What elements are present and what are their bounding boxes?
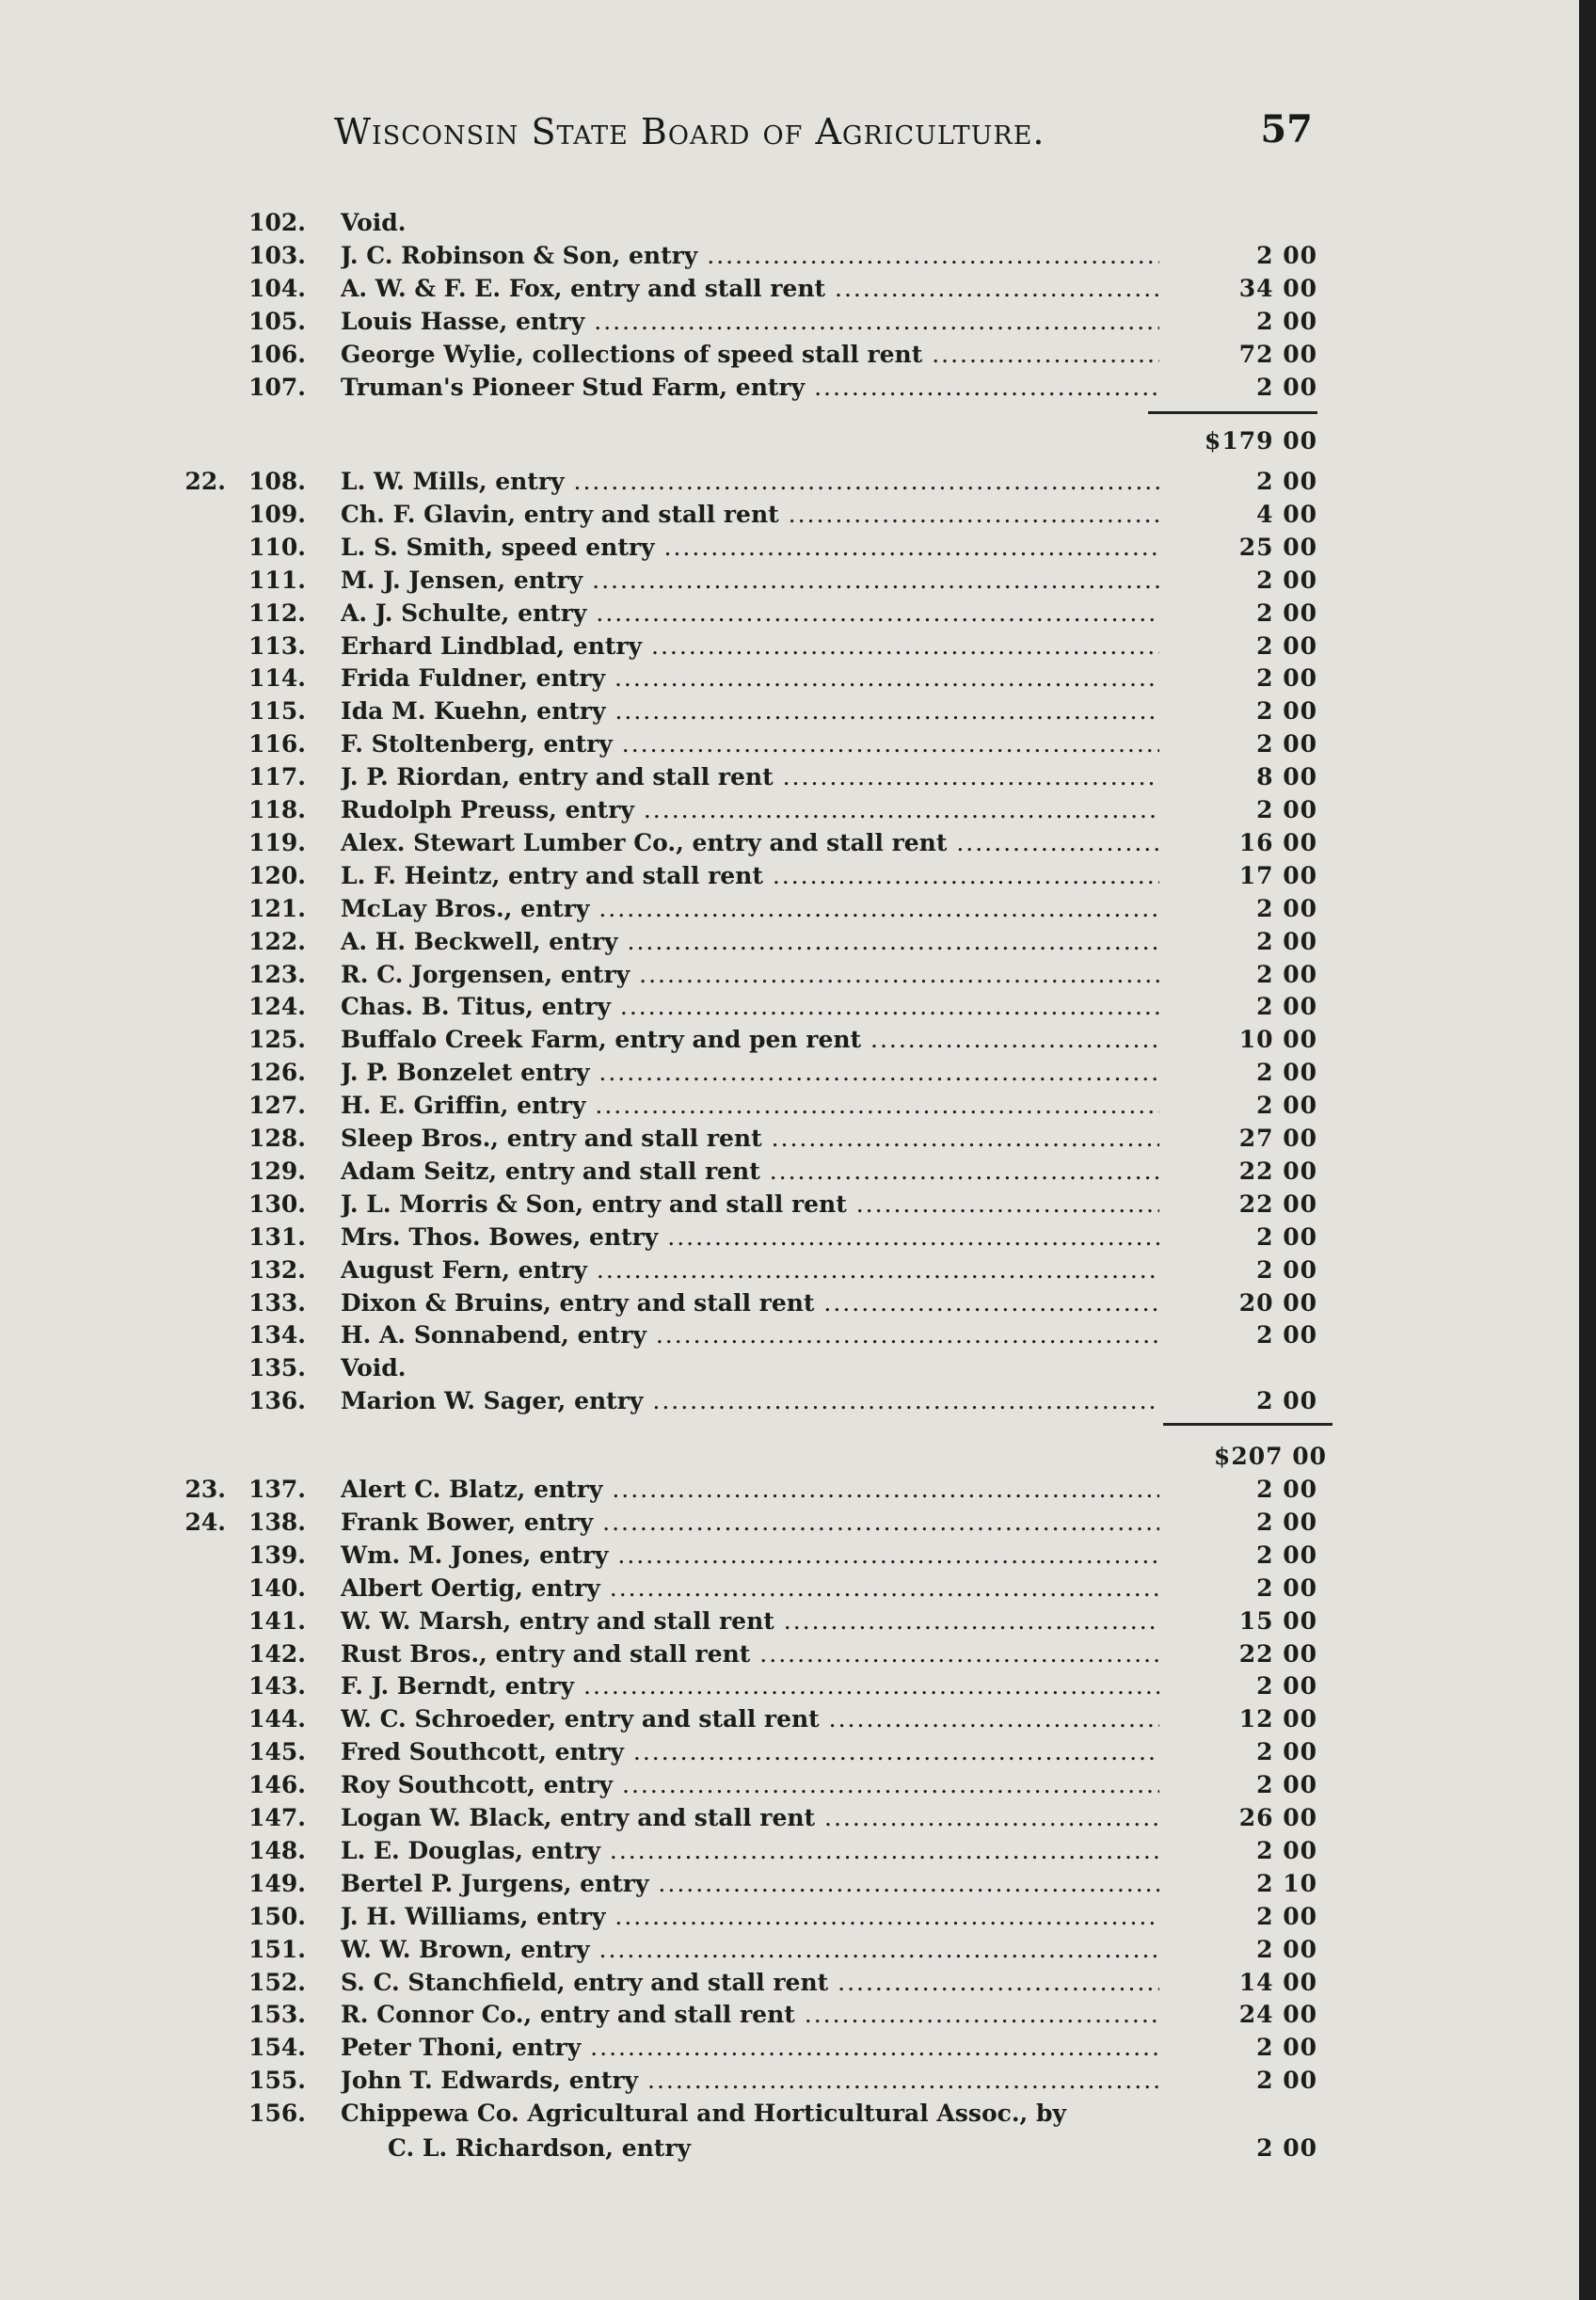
ledger-row bbox=[0, 242, 1579, 275]
ledger-row bbox=[0, 961, 1579, 994]
receipt-amount: 2 00 bbox=[1256, 2034, 1317, 2062]
receipt-description: J. L. Morris & Son, entry and stall rent ..... bbox=[341, 1190, 1159, 1218]
receipt-description: Void. bbox=[341, 209, 407, 236]
ledger-row bbox=[0, 1705, 1579, 1738]
receipt-number: 135. bbox=[248, 1354, 306, 1382]
receipt-amount: 2 00 bbox=[1256, 1771, 1317, 1799]
ledger-row bbox=[0, 1738, 1579, 1771]
receipt-number: 136. bbox=[248, 1387, 306, 1415]
receipt-description: Erhard Lindblad, entry ..... bbox=[341, 632, 1159, 660]
ledger-row bbox=[0, 1672, 1579, 1705]
receipt-amount: 2 10 bbox=[1256, 1869, 1317, 1897]
receipt-amount: 2 00 bbox=[1256, 796, 1317, 823]
receipt-amount: 2 00 bbox=[1256, 927, 1317, 955]
ledger-row bbox=[0, 2067, 1579, 2100]
receipt-number: 111. bbox=[248, 566, 306, 594]
ledger-row bbox=[0, 1837, 1579, 1870]
receipt-number: 139. bbox=[248, 1541, 306, 1569]
receipt-description: A. H. Beckwell, entry ..... bbox=[341, 928, 1159, 955]
receipt-amount: 15 00 bbox=[1238, 1606, 1317, 1635]
receipt-amount: 17 00 bbox=[1238, 861, 1317, 889]
receipt-description: Bertel P. Jurgens, entry ..... bbox=[341, 1870, 1159, 1897]
receipt-description: L. F. Heintz, entry and stall rent ..... bbox=[341, 862, 1159, 889]
ledger-row bbox=[0, 1059, 1579, 1092]
receipt-description: Dixon & Bruins, entry and stall rent ..... bbox=[341, 1289, 1159, 1317]
subtotal-rule bbox=[1163, 1423, 1333, 1426]
receipt-number: 142. bbox=[248, 1639, 306, 1668]
receipt-description: R. Connor Co., entry and stall rent ..... bbox=[341, 2001, 1159, 2028]
receipt-number: 114. bbox=[248, 664, 306, 693]
receipt-amount: 26 00 bbox=[1238, 1804, 1317, 1831]
ledger-row bbox=[0, 763, 1579, 796]
receipt-amount: 2 00 bbox=[1256, 1092, 1317, 1120]
receipt-description: W. W. Marsh, entry and stall rent ..... bbox=[341, 1607, 1159, 1635]
row-date: 23. bbox=[184, 1476, 226, 1503]
receipt-number: 148. bbox=[248, 1836, 306, 1864]
ledger-row bbox=[0, 1541, 1579, 1574]
ledger-row bbox=[0, 1476, 1579, 1509]
receipt-amount: 2 00 bbox=[1256, 664, 1317, 693]
receipt-description: Marion W. Sager, entry ..... bbox=[341, 1387, 1159, 1414]
receipt-number: 154. bbox=[248, 2034, 306, 2062]
receipt-description: F. Stoltenberg, entry ..... bbox=[341, 730, 1159, 758]
receipt-amount: 8 00 bbox=[1256, 763, 1317, 791]
ledger-row bbox=[0, 1969, 1579, 2002]
receipt-number: 118. bbox=[248, 796, 306, 823]
receipt-amount: 2 00 bbox=[1256, 1508, 1317, 1536]
receipt-amount: 2 00 bbox=[1256, 894, 1317, 922]
receipt-number: 147. bbox=[248, 1804, 306, 1831]
ledger-row bbox=[0, 308, 1579, 341]
ledger-row bbox=[0, 829, 1579, 862]
ledger-row bbox=[0, 1936, 1579, 1969]
page-number: 57 bbox=[1260, 107, 1313, 152]
receipt-number: 133. bbox=[248, 1288, 306, 1317]
receipt-number: 132. bbox=[248, 1255, 306, 1284]
receipt-amount: 2 00 bbox=[1256, 566, 1317, 594]
receipt-description: C. L. Richardson, entry bbox=[388, 2134, 692, 2162]
receipt-description: J. P. Riordan, entry and stall rent ..... bbox=[341, 763, 1159, 791]
ledger-row bbox=[0, 1771, 1579, 1804]
receipt-amount: 27 00 bbox=[1238, 1125, 1317, 1152]
ledger-row bbox=[0, 895, 1579, 928]
receipt-amount: 2 00 bbox=[1256, 241, 1317, 269]
receipt-amount: 22 00 bbox=[1238, 1639, 1317, 1668]
receipt-number: 106. bbox=[248, 340, 306, 368]
ledger-row bbox=[0, 1026, 1579, 1059]
receipt-number: 113. bbox=[248, 631, 306, 660]
receipt-description: Frank Bower, entry ..... bbox=[341, 1509, 1159, 1536]
row-date: 22. bbox=[184, 468, 226, 495]
ledger-row bbox=[0, 1509, 1579, 1541]
ledger-row bbox=[0, 468, 1579, 501]
receipt-amount: 22 00 bbox=[1238, 1157, 1317, 1185]
subtotal-amount: $179 00 bbox=[1204, 427, 1317, 455]
ledger-row bbox=[0, 862, 1579, 895]
receipt-number: 151. bbox=[248, 1935, 306, 1963]
receipt-amount: 2 00 bbox=[1256, 2134, 1317, 2162]
ledger-row bbox=[0, 1256, 1579, 1289]
ledger-row bbox=[0, 1158, 1579, 1190]
receipt-description: Frida Fuldner, entry ..... bbox=[341, 664, 1159, 692]
receipt-amount: 2 00 bbox=[1256, 1902, 1317, 1930]
receipt-description: Wm. M. Jones, entry ..... bbox=[341, 1541, 1159, 1569]
receipt-amount: 2 00 bbox=[1256, 1836, 1317, 1864]
receipt-description: Adam Seitz, entry and stall rent ..... bbox=[341, 1158, 1159, 1185]
receipt-description: Mrs. Thos. Bowes, entry ..... bbox=[341, 1223, 1159, 1251]
receipt-number: 128. bbox=[248, 1125, 306, 1152]
receipt-number: 155. bbox=[248, 2067, 306, 2095]
receipt-amount: 2 00 bbox=[1256, 1935, 1317, 1963]
receipt-amount: 2 00 bbox=[1256, 631, 1317, 660]
receipt-amount: 72 00 bbox=[1238, 340, 1317, 368]
receipt-description: Peter Thoni, entry ..... bbox=[341, 2034, 1159, 2061]
receipt-number: 121. bbox=[248, 894, 306, 922]
receipt-description: H. A. Sonnabend, entry ..... bbox=[341, 1321, 1159, 1349]
receipt-amount: 2 00 bbox=[1256, 730, 1317, 759]
receipt-description: R. C. Jorgensen, entry ..... bbox=[341, 961, 1159, 988]
receipt-description: Rust Bros., entry and stall rent ..... bbox=[341, 1640, 1159, 1668]
receipt-amount: 2 00 bbox=[1256, 1672, 1317, 1701]
receipt-description: John T. Edwards, entry ..... bbox=[341, 2067, 1159, 2094]
receipt-description: F. J. Berndt, entry ..... bbox=[341, 1672, 1159, 1700]
receipt-amount: 2 00 bbox=[1256, 1541, 1317, 1569]
receipt-number: 108. bbox=[248, 468, 306, 495]
receipt-number: 131. bbox=[248, 1222, 306, 1251]
receipt-amount: 12 00 bbox=[1238, 1705, 1317, 1733]
receipt-number: 127. bbox=[248, 1092, 306, 1120]
receipt-description: H. E. Griffin, entry ..... bbox=[341, 1092, 1159, 1119]
receipt-number: 103. bbox=[248, 241, 306, 269]
receipt-description: Buffalo Creek Farm, entry and pen rent ..... bbox=[341, 1026, 1159, 1053]
ledger-row bbox=[0, 796, 1579, 829]
ledger-row bbox=[0, 1092, 1579, 1125]
receipt-amount: 2 00 bbox=[1256, 697, 1317, 726]
receipt-description: Logan W. Black, entry and stall rent ..... bbox=[341, 1804, 1159, 1831]
receipt-number: 144. bbox=[248, 1705, 306, 1733]
ledger-row bbox=[0, 1387, 1579, 1420]
receipt-description: Ch. F. Glavin, entry and stall rent ..... bbox=[341, 501, 1159, 528]
receipt-amount: 2 00 bbox=[1256, 1573, 1317, 1602]
receipt-amount: 2 00 bbox=[1256, 1387, 1317, 1415]
receipt-amount: 2 00 bbox=[1256, 1321, 1317, 1350]
ledger-row bbox=[0, 993, 1579, 1026]
ledger-row bbox=[0, 2034, 1579, 2067]
receipt-number: 112. bbox=[248, 599, 306, 627]
receipt-number: 119. bbox=[248, 828, 306, 856]
subtotal-amount: $207 00 bbox=[1213, 1443, 1327, 1470]
receipt-description: Fred Southcott, entry ..... bbox=[341, 1738, 1159, 1765]
receipt-amount: 10 00 bbox=[1238, 1026, 1317, 1054]
receipt-number: 150. bbox=[248, 1902, 306, 1930]
receipt-amount: 2 00 bbox=[1256, 468, 1317, 495]
receipt-amount: 34 00 bbox=[1238, 274, 1317, 302]
ledger-row bbox=[0, 1289, 1579, 1322]
receipt-amount: 2 00 bbox=[1256, 1738, 1317, 1766]
ledger-row bbox=[0, 1354, 1579, 1387]
receipt-description: Void. bbox=[341, 1354, 407, 1382]
ledger-row bbox=[0, 1804, 1579, 1837]
ledger-row bbox=[0, 2134, 1579, 2167]
receipt-number: 116. bbox=[248, 730, 306, 759]
ledger-row bbox=[0, 730, 1579, 763]
receipt-number: 137. bbox=[248, 1476, 306, 1503]
ledger-row bbox=[0, 1607, 1579, 1640]
receipt-number: 143. bbox=[248, 1672, 306, 1701]
ledger-row bbox=[0, 1640, 1579, 1673]
receipt-description: Sleep Bros., entry and stall rent ..... bbox=[341, 1125, 1159, 1152]
ledger-row bbox=[0, 697, 1579, 730]
receipt-amount: 2 00 bbox=[1256, 960, 1317, 988]
receipt-amount: 20 00 bbox=[1238, 1288, 1317, 1317]
receipt-description: J. H. Williams, entry ..... bbox=[341, 1903, 1159, 1930]
receipt-amount: 2 00 bbox=[1256, 599, 1317, 627]
receipt-number: 105. bbox=[248, 307, 306, 335]
ledger-row bbox=[0, 928, 1579, 961]
receipt-number: 129. bbox=[248, 1157, 306, 1185]
receipt-description: M. J. Jensen, entry ..... bbox=[341, 567, 1159, 594]
receipt-number: 109. bbox=[248, 500, 306, 528]
scan-edge bbox=[1579, 0, 1596, 2300]
receipt-amount: 4 00 bbox=[1256, 500, 1317, 528]
ledger-row bbox=[0, 664, 1579, 697]
ledger-row bbox=[0, 534, 1579, 567]
receipt-amount: 2 00 bbox=[1256, 373, 1317, 401]
receipt-description: McLay Bros., entry ..... bbox=[341, 895, 1159, 922]
receipt-number: 115. bbox=[248, 697, 306, 726]
receipt-number: 130. bbox=[248, 1190, 306, 1218]
row-date: 24. bbox=[184, 1508, 226, 1536]
receipt-number: 124. bbox=[248, 993, 306, 1021]
ledger-row bbox=[0, 275, 1579, 308]
ledger-row bbox=[0, 632, 1579, 665]
receipt-description: J. C. Robinson & Son, entry ..... bbox=[341, 242, 1159, 269]
receipt-number: 123. bbox=[248, 960, 306, 988]
receipt-description: Truman's Pioneer Stud Farm, entry ..... bbox=[341, 374, 1159, 401]
receipt-amount: 2 00 bbox=[1256, 1059, 1317, 1087]
receipt-number: 152. bbox=[248, 1968, 306, 1996]
receipt-description: J. P. Bonzelet entry ..... bbox=[341, 1059, 1159, 1086]
receipt-description: Ida M. Kuehn, entry ..... bbox=[341, 697, 1159, 725]
receipt-description: Chas. B. Titus, entry ..... bbox=[341, 993, 1159, 1020]
receipt-number: 156. bbox=[248, 2100, 306, 2128]
receipt-amount: 16 00 bbox=[1238, 828, 1317, 856]
receipt-number: 153. bbox=[248, 2001, 306, 2029]
receipt-number: 117. bbox=[248, 763, 306, 791]
receipt-number: 107. bbox=[248, 373, 306, 401]
receipt-number: 126. bbox=[248, 1059, 306, 1087]
receipt-amount: 14 00 bbox=[1238, 1968, 1317, 1996]
receipt-number: 146. bbox=[248, 1771, 306, 1799]
receipt-description: Roy Southcott, entry ..... bbox=[341, 1771, 1159, 1798]
ledger-row bbox=[0, 2001, 1579, 2034]
ledger-row bbox=[0, 1870, 1579, 1903]
receipt-description: George Wylie, collections of speed stall rent ..... bbox=[341, 341, 1159, 368]
receipt-number: 102. bbox=[248, 209, 306, 236]
ledger-row bbox=[0, 2100, 1579, 2132]
receipt-amount: 2 00 bbox=[1256, 1222, 1317, 1251]
receipt-description: August Fern, entry ..... bbox=[341, 1256, 1159, 1284]
receipt-description: Louis Hasse, entry ..... bbox=[341, 308, 1159, 335]
ledger-row bbox=[0, 1903, 1579, 1936]
receipt-number: 140. bbox=[248, 1573, 306, 1602]
receipt-number: 134. bbox=[248, 1321, 306, 1350]
ledger-row bbox=[0, 374, 1579, 407]
receipt-description: L. E. Douglas, entry ..... bbox=[341, 1837, 1159, 1864]
ledger-row bbox=[0, 1190, 1579, 1223]
receipt-amount: 2 00 bbox=[1256, 307, 1317, 335]
receipt-description: Alex. Stewart Lumber Co., entry and stall rent ..... bbox=[341, 829, 1159, 856]
receipt-description: Alert C. Blatz, entry ..... bbox=[341, 1476, 1159, 1503]
receipt-description: W. W. Brown, entry ..... bbox=[341, 1936, 1159, 1963]
ledger-row bbox=[0, 341, 1579, 374]
receipt-description: A. J. Schulte, entry ..... bbox=[341, 599, 1159, 627]
receipt-number: 110. bbox=[248, 533, 306, 561]
receipt-number: 125. bbox=[248, 1026, 306, 1054]
ledger-row bbox=[0, 1125, 1579, 1158]
receipt-description: W. C. Schroeder, entry and stall rent ..... bbox=[341, 1705, 1159, 1733]
receipt-number: 145. bbox=[248, 1738, 306, 1766]
receipt-number: 138. bbox=[248, 1508, 306, 1536]
receipt-description: A. W. & F. E. Fox, entry and stall rent ..... bbox=[341, 275, 1159, 302]
receipt-description: Rudolph Preuss, entry ..... bbox=[341, 796, 1159, 823]
receipt-amount: 2 00 bbox=[1256, 1476, 1317, 1503]
receipt-description: L. W. Mills, entry ..... bbox=[341, 468, 1159, 495]
ledger-row bbox=[0, 1223, 1579, 1256]
ledger-row bbox=[0, 501, 1579, 534]
subtotal-rule bbox=[1148, 411, 1317, 414]
receipt-amount: 2 00 bbox=[1256, 2067, 1317, 2095]
receipt-description: Chippewa Co. Agricultural and Horticultural Assoc., by bbox=[341, 2100, 1066, 2128]
receipt-number: 149. bbox=[248, 1869, 306, 1897]
receipt-number: 141. bbox=[248, 1606, 306, 1635]
page-title: Wisconsin State Board of Agriculture. bbox=[334, 111, 1045, 152]
receipt-number: 122. bbox=[248, 927, 306, 955]
running-header bbox=[334, 107, 1313, 168]
receipt-amount: 24 00 bbox=[1238, 2001, 1317, 2029]
receipt-amount: 25 00 bbox=[1238, 533, 1317, 561]
receipt-description: L. S. Smith, speed entry ..... bbox=[341, 534, 1159, 561]
receipt-number: 104. bbox=[248, 274, 306, 302]
ledger-row bbox=[0, 599, 1579, 632]
receipt-description: S. C. Stanchfield, entry and stall rent ..... bbox=[341, 1969, 1159, 1996]
receipt-amount: 2 00 bbox=[1256, 993, 1317, 1021]
ledger-row bbox=[0, 567, 1579, 599]
receipt-amount: 2 00 bbox=[1256, 1255, 1317, 1284]
ledger-row bbox=[0, 209, 1579, 242]
receipt-description: Albert Oertig, entry ..... bbox=[341, 1574, 1159, 1602]
receipt-number: 120. bbox=[248, 861, 306, 889]
ledger-row bbox=[0, 1574, 1579, 1607]
ledger-row bbox=[0, 1321, 1579, 1354]
receipt-amount: 22 00 bbox=[1238, 1190, 1317, 1218]
